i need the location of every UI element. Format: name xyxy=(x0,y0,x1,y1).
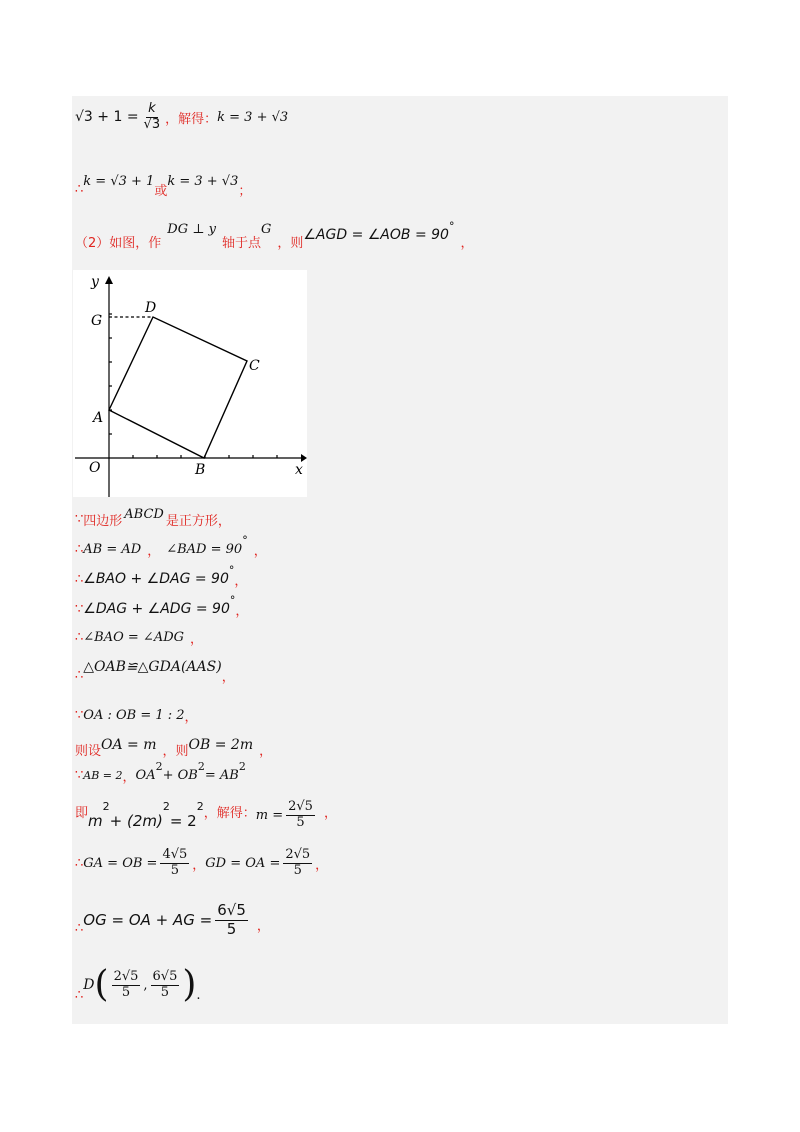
label-y: y xyxy=(91,274,99,290)
fraction-GA: $\frac{4√5}{5}$ xyxy=(162,846,188,878)
square-ABCD xyxy=(109,317,247,458)
label-G: G xyxy=(91,313,103,329)
line-let-m: 则设 OA = m ，则 OB = 2m ， xyxy=(75,737,273,759)
label-x: x xyxy=(295,462,303,478)
line-result-k: ∴ k = √3 + 1 或 k = 3 + √3 ； xyxy=(75,173,252,199)
label-A: A xyxy=(93,410,104,426)
line-angle-sum-2: ∵ ∠DAG + ∠ADG = 90 ° ， xyxy=(75,593,249,619)
line-solve-m: 即 m 2 + (2m) 2 = 2 2 ，解得： m = $\frac{2√5}{5}$ ， xyxy=(75,798,337,830)
line-D-coordinates: ∴ D ( $\frac{2√5}{5}$ , $\frac{6√5}{5}$ ) . xyxy=(75,964,201,1005)
line-part-2-intro: （2）如图，作 DG ⊥ y 轴于点 G ，则 ∠AGD = ∠AOB = 90 ° ， xyxy=(75,219,474,251)
fraction-k-over-root3: $\frac{k}{√3}$ xyxy=(143,100,161,132)
fraction-m: $\frac{2√5}{5}$ xyxy=(288,798,313,830)
label-D: D xyxy=(145,300,157,316)
line-square-given: ∵ 四边形 ABCD 是正方形， xyxy=(75,506,231,529)
label-C: C xyxy=(249,358,260,374)
square-diagram xyxy=(73,270,307,497)
line-pythagoras: ∵ AB = 2 ， OA 2 + OB 2 = AB 2 xyxy=(75,759,246,785)
fraction-GD: $\frac{2√5}{5}$ xyxy=(285,846,311,878)
label-B: B xyxy=(195,462,206,478)
y-axis-arrow xyxy=(105,276,113,284)
line-GA-GD: ∴ GA = OB = $\frac{4√5}{5}$ ， GD = OA = $\frac{2√5}{5}$ ， xyxy=(75,846,329,878)
line-angle-sum-1: ∴ ∠BAO + ∠DAG = 90 ° ， xyxy=(75,563,248,589)
label-O: O xyxy=(89,460,101,476)
line-angle-equal: ∴ ∠BAO = ∠ADG ， xyxy=(75,629,204,647)
line-AB-eq-AD: ∴ AB = AD ， ∠BAD = 90 ° ， xyxy=(75,533,267,559)
line-congruent-triangles: ∴ △OAB≌△GDA(AAS) ， xyxy=(75,659,235,685)
fraction-Dx: $\frac{2√5}{5}$ xyxy=(113,968,139,1000)
line-equation-1: √3 + 1 = $\frac{k}{√3}$ ，解得： k = 3 + √3 xyxy=(75,100,289,132)
fraction-OG: $\frac{6√5}{5}$ xyxy=(217,901,246,938)
line-OG: ∴ OG = OA + AG = $\frac{6√5}{5}$ ， xyxy=(75,901,270,938)
geometry-figure xyxy=(73,270,307,497)
line-ratio: ∵ OA : OB = 1 : 2 ， xyxy=(75,707,198,725)
fraction-Dy: $\frac{6√5}{5}$ xyxy=(152,968,178,1000)
x-axis-arrow xyxy=(301,454,307,462)
